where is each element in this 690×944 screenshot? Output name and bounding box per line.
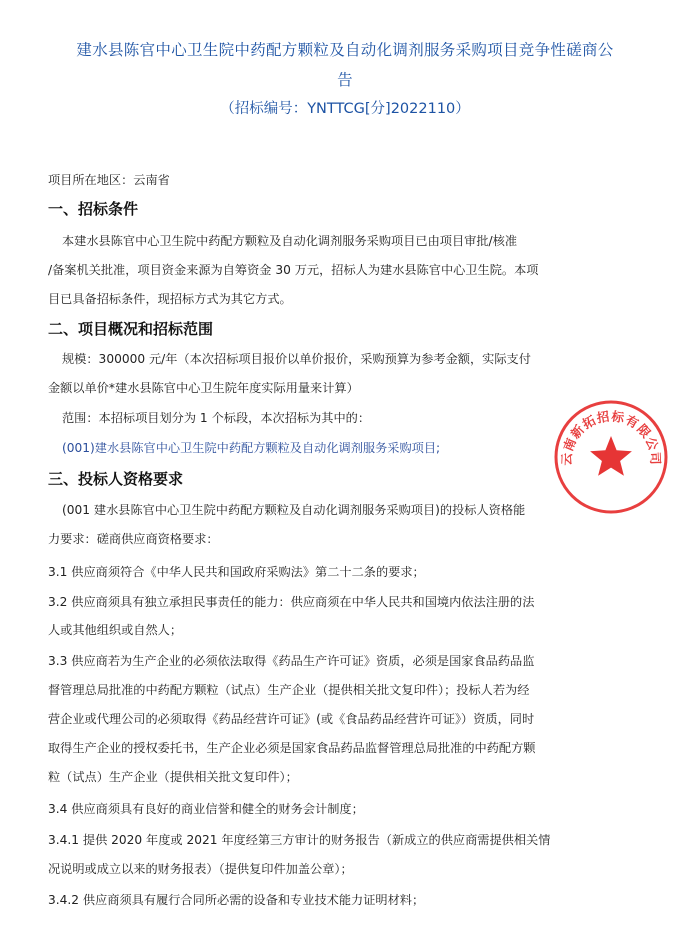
section-3-line: 3.4.2 供应商须具有履行合同所必需的设备和专业技术能力证明材料； bbox=[48, 893, 425, 907]
section-3-line: 3.3 供应商若为生产企业的必须依法取得《药品生产许可证》资质，必须是国家食品药品监 bbox=[48, 654, 535, 668]
section-3-line: 况说明或成立以来的财务报表）（提供复印件加盖公章）； bbox=[48, 862, 353, 876]
section-3-line: 人或其他组织或自然人； bbox=[48, 623, 183, 637]
company-seal bbox=[552, 398, 670, 516]
document-title-line-2: 告 bbox=[337, 71, 353, 89]
scale-line-continued: 金额以单价*建水县陈官中心卫生院年度实际用量来计算） bbox=[48, 381, 359, 395]
section-3-line: 3.1 供应商须符合《中华人民共和国政府采购法》第二十二条的要求； bbox=[48, 565, 425, 579]
section-3-line: 3.4 供应商须具有良好的商业信誉和健全的财务会计制度； bbox=[48, 802, 364, 816]
svg-text:云南新拓招标有限公司: 云南新拓招标有限公司 bbox=[558, 408, 664, 466]
lot-line: (001)建水县陈官中心卫生院中药配方颗粒及自动化调剂服务采购项目; bbox=[62, 441, 441, 455]
section-3-line: 3.2 供应商须具有独立承担民事责任的能力：供应商须在中华人民共和国境内依法注册的法 bbox=[48, 595, 535, 609]
document-title-line-1: 建水县陈官中心卫生院中药配方颗粒及自动化调剂服务采购项目竞争性磋商公 bbox=[76, 41, 614, 59]
section-3-line: 督管理总局批准的中药配方颗粒（试点）生产企业（提供相关批文复印件）；投标人若为经 bbox=[48, 683, 530, 697]
section-3-line: 营企业或代理公司的必须取得《药品经营许可证》(或《食品药品经营许可证》）资质，同时 bbox=[48, 712, 535, 726]
section-1-line: /备案机关批准，项目资金来源为自筹资金 30 万元，招标人为建水县陈官中心卫生院。本项 bbox=[48, 263, 539, 277]
scope-line: 范围：本招标项目划分为 1 个标段，本次招标为其中的： bbox=[62, 411, 371, 425]
bid-number: （招标编号：YNTTCG[分]2022110） bbox=[220, 101, 470, 117]
section-1-heading: 一、招标条件 bbox=[48, 200, 139, 218]
seal-star-icon bbox=[590, 436, 632, 476]
section-1-line: 目已具备招标条件，现招标方式为其它方式。 bbox=[48, 292, 292, 306]
scale-text-1: 规模：300000 元/年（本次招标项目报价以单价报价，采购预算为参考金额，实际支付 bbox=[62, 352, 531, 366]
section-3-line: 力要求：磋商供应商资格要求： bbox=[48, 532, 219, 546]
section-3-line: (001 建水县陈官中心卫生院中药配方颗粒及自动化调剂服务采购项目)的投标人资格能 bbox=[62, 503, 526, 517]
section-3-line: 3.4.1 提供 2020 年度或 2021 年度经第三方审计的财务报告（新成立的供应商需提供相关情 bbox=[48, 833, 551, 847]
section-1-line: 本建水县陈官中心卫生院中药配方颗粒及自动化调剂服务采购项目已由项目审批/核准 bbox=[62, 234, 518, 248]
section-3-line: 粒（试点）生产企业（提供相关批文复印件）； bbox=[48, 770, 298, 784]
project-region: 项目所在地区：云南省 bbox=[48, 173, 170, 187]
section-3-heading: 三、投标人资格要求 bbox=[48, 470, 184, 488]
section-2-heading: 二、项目概况和招标范围 bbox=[48, 320, 214, 338]
section-3-line: 取得生产企业的授权委托书，生产企业必须是国家食品药品监督管理总局批准的中药配方颗 bbox=[48, 741, 536, 755]
scale-line bbox=[62, 349, 531, 369]
